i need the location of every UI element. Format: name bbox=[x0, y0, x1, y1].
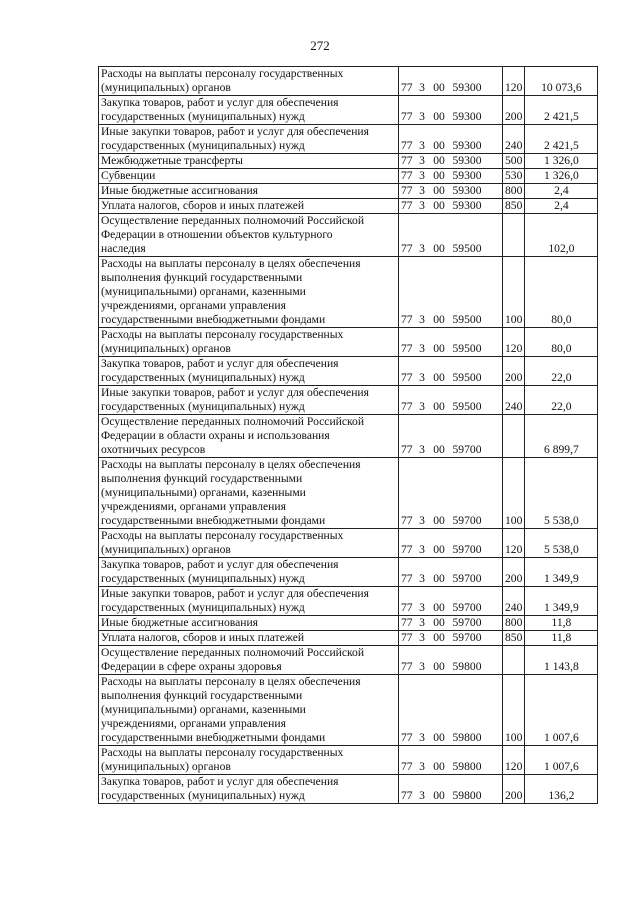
row-name: Уплата налогов, сборов и иных платежей bbox=[99, 199, 399, 214]
row-amount: 80,0 bbox=[525, 328, 598, 357]
row-expense-type: 100 bbox=[503, 257, 525, 328]
code-part-c4: 59500 bbox=[452, 242, 482, 255]
row-amount: 1 007,6 bbox=[525, 675, 598, 746]
row-expense-type: 200 bbox=[503, 96, 525, 125]
row-expense-type: 120 bbox=[503, 746, 525, 775]
code-part-c1: 77 bbox=[401, 731, 413, 744]
table-row bbox=[99, 386, 598, 415]
code-part-c1: 77 bbox=[401, 313, 413, 326]
code-part-c3: 00 bbox=[433, 572, 445, 585]
code-part-c3: 00 bbox=[433, 242, 445, 255]
row-code bbox=[399, 214, 503, 257]
row-name: Закупка товаров, работ и услуг для обеспечения государственных (муниципальных) нужд bbox=[99, 96, 399, 125]
code-part-c3: 00 bbox=[433, 443, 445, 456]
row-name: Осуществление переданных полномочий Российской Федерации в сфере охраны здоровья bbox=[99, 646, 399, 675]
code-part-c1: 77 bbox=[401, 154, 413, 167]
code-part-c4: 59500 bbox=[452, 313, 482, 326]
row-amount: 2,4 bbox=[525, 199, 598, 214]
row-code bbox=[399, 558, 503, 587]
code-part-c3: 00 bbox=[433, 400, 445, 413]
row-name: Расходы на выплаты персоналу в целях обеспечения выполнения функций государственными (муниципальными) органами, казенными учреждениями, органами управления государственными внебюджетными фондами bbox=[99, 458, 399, 529]
row-expense-type: 240 bbox=[503, 125, 525, 154]
row-expense-type: 500 bbox=[503, 154, 525, 169]
code-part-c1: 77 bbox=[401, 443, 413, 456]
code-part-c1: 77 bbox=[401, 184, 413, 197]
code-part-c4: 59700 bbox=[452, 514, 482, 527]
row-code bbox=[399, 587, 503, 616]
row-amount: 22,0 bbox=[525, 386, 598, 415]
row-name: Расходы на выплаты персоналу государственных (муниципальных) органов bbox=[99, 67, 399, 96]
code-part-c4: 59300 bbox=[452, 81, 482, 94]
row-code bbox=[399, 386, 503, 415]
code-part-c3: 00 bbox=[433, 616, 445, 629]
row-amount: 22,0 bbox=[525, 357, 598, 386]
row-amount: 11,8 bbox=[525, 631, 598, 646]
code-part-c1: 77 bbox=[401, 543, 413, 556]
table-row bbox=[99, 169, 598, 184]
code-part-c3: 00 bbox=[433, 631, 445, 644]
code-part-c3: 00 bbox=[433, 81, 445, 94]
code-part-c1: 77 bbox=[401, 371, 413, 384]
row-expense-type: 240 bbox=[503, 587, 525, 616]
table-row bbox=[99, 184, 598, 199]
table-row bbox=[99, 458, 598, 529]
row-amount: 102,0 bbox=[525, 214, 598, 257]
code-part-c4: 59300 bbox=[452, 139, 482, 152]
code-part-c2: 3 bbox=[419, 616, 425, 629]
row-expense-type: 100 bbox=[503, 458, 525, 529]
row-name: Иные закупки товаров, работ и услуг для обеспечения государственных (муниципальных) нужд bbox=[99, 587, 399, 616]
table-row bbox=[99, 96, 598, 125]
row-code bbox=[399, 357, 503, 386]
row-expense-type: 850 bbox=[503, 199, 525, 214]
row-amount: 5 538,0 bbox=[525, 458, 598, 529]
row-name: Межбюджетные трансферты bbox=[99, 154, 399, 169]
table-row bbox=[99, 199, 598, 214]
code-part-c2: 3 bbox=[419, 660, 425, 673]
code-part-c3: 00 bbox=[433, 154, 445, 167]
code-part-c2: 3 bbox=[419, 601, 425, 614]
table-row bbox=[99, 646, 598, 675]
code-part-c4: 59300 bbox=[452, 184, 482, 197]
code-part-c3: 00 bbox=[433, 660, 445, 673]
code-part-c4: 59800 bbox=[452, 731, 482, 744]
row-amount: 80,0 bbox=[525, 257, 598, 328]
code-part-c2: 3 bbox=[419, 371, 425, 384]
table-row bbox=[99, 328, 598, 357]
row-code bbox=[399, 458, 503, 529]
code-part-c3: 00 bbox=[433, 342, 445, 355]
row-expense-type: 530 bbox=[503, 169, 525, 184]
row-expense-type: 120 bbox=[503, 67, 525, 96]
row-code bbox=[399, 746, 503, 775]
code-part-c2: 3 bbox=[419, 731, 425, 744]
code-part-c4: 59300 bbox=[452, 110, 482, 123]
code-part-c4: 59700 bbox=[452, 443, 482, 456]
code-part-c1: 77 bbox=[401, 139, 413, 152]
table-row bbox=[99, 154, 598, 169]
code-part-c1: 77 bbox=[401, 110, 413, 123]
code-part-c4: 59700 bbox=[452, 631, 482, 644]
code-part-c4: 59800 bbox=[452, 660, 482, 673]
code-part-c4: 59300 bbox=[452, 154, 482, 167]
code-part-c3: 00 bbox=[433, 199, 445, 212]
row-name: Закупка товаров, работ и услуг для обеспечения государственных (муниципальных) нужд bbox=[99, 558, 399, 587]
code-part-c1: 77 bbox=[401, 789, 413, 802]
code-part-c1: 77 bbox=[401, 342, 413, 355]
row-code bbox=[399, 199, 503, 214]
row-amount: 1 326,0 bbox=[525, 169, 598, 184]
row-expense-type bbox=[503, 415, 525, 458]
code-part-c1: 77 bbox=[401, 242, 413, 255]
code-part-c4: 59700 bbox=[452, 543, 482, 556]
code-part-c2: 3 bbox=[419, 81, 425, 94]
code-part-c3: 00 bbox=[433, 371, 445, 384]
code-part-c2: 3 bbox=[419, 154, 425, 167]
code-part-c1: 77 bbox=[401, 81, 413, 94]
code-part-c1: 77 bbox=[401, 601, 413, 614]
code-part-c2: 3 bbox=[419, 789, 425, 802]
code-part-c1: 77 bbox=[401, 631, 413, 644]
row-code bbox=[399, 154, 503, 169]
code-part-c3: 00 bbox=[433, 789, 445, 802]
row-expense-type: 200 bbox=[503, 558, 525, 587]
code-part-c4: 59300 bbox=[452, 199, 482, 212]
code-part-c3: 00 bbox=[433, 543, 445, 556]
row-code bbox=[399, 616, 503, 631]
row-name: Осуществление переданных полномочий Российской Федерации в отношении объектов культурного наследия bbox=[99, 214, 399, 257]
code-part-c3: 00 bbox=[433, 110, 445, 123]
row-expense-type: 850 bbox=[503, 631, 525, 646]
row-name: Уплата налогов, сборов и иных платежей bbox=[99, 631, 399, 646]
row-expense-type bbox=[503, 214, 525, 257]
row-name: Осуществление переданных полномочий Российской Федерации в области охраны и использования охотничьих ресурсов bbox=[99, 415, 399, 458]
code-part-c4: 59500 bbox=[452, 342, 482, 355]
code-part-c4: 59500 bbox=[452, 371, 482, 384]
code-part-c2: 3 bbox=[419, 543, 425, 556]
row-amount: 5 538,0 bbox=[525, 529, 598, 558]
budget-table bbox=[98, 66, 598, 804]
row-code bbox=[399, 775, 503, 804]
row-expense-type: 100 bbox=[503, 675, 525, 746]
row-name: Закупка товаров, работ и услуг для обеспечения государственных (муниципальных) нужд bbox=[99, 357, 399, 386]
row-name: Расходы на выплаты персоналу государственных (муниципальных) органов bbox=[99, 529, 399, 558]
row-amount: 136,2 bbox=[525, 775, 598, 804]
row-expense-type bbox=[503, 646, 525, 675]
code-part-c2: 3 bbox=[419, 169, 425, 182]
table-row bbox=[99, 67, 598, 96]
code-part-c1: 77 bbox=[401, 199, 413, 212]
code-part-c3: 00 bbox=[433, 169, 445, 182]
row-name: Иные закупки товаров, работ и услуг для обеспечения государственных (муниципальных) нужд bbox=[99, 125, 399, 154]
code-part-c3: 00 bbox=[433, 760, 445, 773]
table-row bbox=[99, 675, 598, 746]
table-row bbox=[99, 587, 598, 616]
row-code bbox=[399, 631, 503, 646]
code-part-c2: 3 bbox=[419, 342, 425, 355]
row-code bbox=[399, 646, 503, 675]
row-name: Иные бюджетные ассигнования bbox=[99, 616, 399, 631]
row-name: Иные бюджетные ассигнования bbox=[99, 184, 399, 199]
code-part-c1: 77 bbox=[401, 572, 413, 585]
table-row bbox=[99, 257, 598, 328]
code-part-c4: 59500 bbox=[452, 400, 482, 413]
code-part-c1: 77 bbox=[401, 760, 413, 773]
row-name: Расходы на выплаты персоналу государственных (муниципальных) органов bbox=[99, 328, 399, 357]
row-amount: 10 073,6 bbox=[525, 67, 598, 96]
row-name: Расходы на выплаты персоналу в целях обеспечения выполнения функций государственными (муниципальными) органами, казенными учреждениями, органами управления государственными внебюджетными фондами bbox=[99, 257, 399, 328]
row-expense-type: 200 bbox=[503, 357, 525, 386]
table-row bbox=[99, 631, 598, 646]
row-name: Закупка товаров, работ и услуг для обеспечения государственных (муниципальных) нужд bbox=[99, 775, 399, 804]
code-part-c1: 77 bbox=[401, 514, 413, 527]
row-amount: 1 326,0 bbox=[525, 154, 598, 169]
code-part-c3: 00 bbox=[433, 313, 445, 326]
row-code bbox=[399, 184, 503, 199]
table-row bbox=[99, 357, 598, 386]
code-part-c2: 3 bbox=[419, 184, 425, 197]
code-part-c2: 3 bbox=[419, 400, 425, 413]
code-part-c2: 3 bbox=[419, 572, 425, 585]
code-part-c3: 00 bbox=[433, 731, 445, 744]
code-part-c4: 59800 bbox=[452, 760, 482, 773]
row-code bbox=[399, 675, 503, 746]
row-amount: 1 007,6 bbox=[525, 746, 598, 775]
table-row bbox=[99, 125, 598, 154]
row-code bbox=[399, 529, 503, 558]
code-part-c4: 59800 bbox=[452, 789, 482, 802]
table-row bbox=[99, 746, 598, 775]
table-row bbox=[99, 529, 598, 558]
row-code bbox=[399, 169, 503, 184]
budget-table-body bbox=[99, 67, 598, 804]
code-part-c1: 77 bbox=[401, 660, 413, 673]
row-expense-type: 800 bbox=[503, 616, 525, 631]
code-part-c4: 59700 bbox=[452, 572, 482, 585]
row-code bbox=[399, 96, 503, 125]
row-expense-type: 120 bbox=[503, 328, 525, 357]
row-name: Иные закупки товаров, работ и услуг для обеспечения государственных (муниципальных) нужд bbox=[99, 386, 399, 415]
row-amount: 1 349,9 bbox=[525, 587, 598, 616]
row-code bbox=[399, 328, 503, 357]
row-amount: 2,4 bbox=[525, 184, 598, 199]
row-name: Субвенции bbox=[99, 169, 399, 184]
row-amount: 6 899,7 bbox=[525, 415, 598, 458]
code-part-c3: 00 bbox=[433, 184, 445, 197]
row-amount: 2 421,5 bbox=[525, 96, 598, 125]
code-part-c3: 00 bbox=[433, 514, 445, 527]
row-code bbox=[399, 67, 503, 96]
row-amount: 1 349,9 bbox=[525, 558, 598, 587]
row-code bbox=[399, 257, 503, 328]
row-expense-type: 120 bbox=[503, 529, 525, 558]
code-part-c2: 3 bbox=[419, 514, 425, 527]
code-part-c4: 59700 bbox=[452, 601, 482, 614]
row-amount: 11,8 bbox=[525, 616, 598, 631]
code-part-c3: 00 bbox=[433, 601, 445, 614]
row-amount: 2 421,5 bbox=[525, 125, 598, 154]
code-part-c2: 3 bbox=[419, 242, 425, 255]
row-amount: 1 143,8 bbox=[525, 646, 598, 675]
row-code bbox=[399, 125, 503, 154]
row-expense-type: 200 bbox=[503, 775, 525, 804]
code-part-c4: 59300 bbox=[452, 169, 482, 182]
table-row bbox=[99, 775, 598, 804]
row-code bbox=[399, 415, 503, 458]
page-number: 272 bbox=[310, 38, 330, 53]
code-part-c2: 3 bbox=[419, 631, 425, 644]
table-row bbox=[99, 415, 598, 458]
table-row bbox=[99, 214, 598, 257]
code-part-c1: 77 bbox=[401, 169, 413, 182]
row-name: Расходы на выплаты персоналу государственных (муниципальных) органов bbox=[99, 746, 399, 775]
code-part-c2: 3 bbox=[419, 199, 425, 212]
row-name: Расходы на выплаты персоналу в целях обеспечения выполнения функций государственными (муниципальными) органами, казенными учреждениями, органами управления государственными внебюджетными фондами bbox=[99, 675, 399, 746]
table-row bbox=[99, 616, 598, 631]
table-row bbox=[99, 558, 598, 587]
code-part-c4: 59700 bbox=[452, 616, 482, 629]
row-expense-type: 800 bbox=[503, 184, 525, 199]
code-part-c2: 3 bbox=[419, 760, 425, 773]
code-part-c1: 77 bbox=[401, 400, 413, 413]
code-part-c2: 3 bbox=[419, 139, 425, 152]
code-part-c2: 3 bbox=[419, 313, 425, 326]
code-part-c1: 77 bbox=[401, 616, 413, 629]
code-part-c2: 3 bbox=[419, 443, 425, 456]
code-part-c3: 00 bbox=[433, 139, 445, 152]
row-expense-type: 240 bbox=[503, 386, 525, 415]
code-part-c2: 3 bbox=[419, 110, 425, 123]
